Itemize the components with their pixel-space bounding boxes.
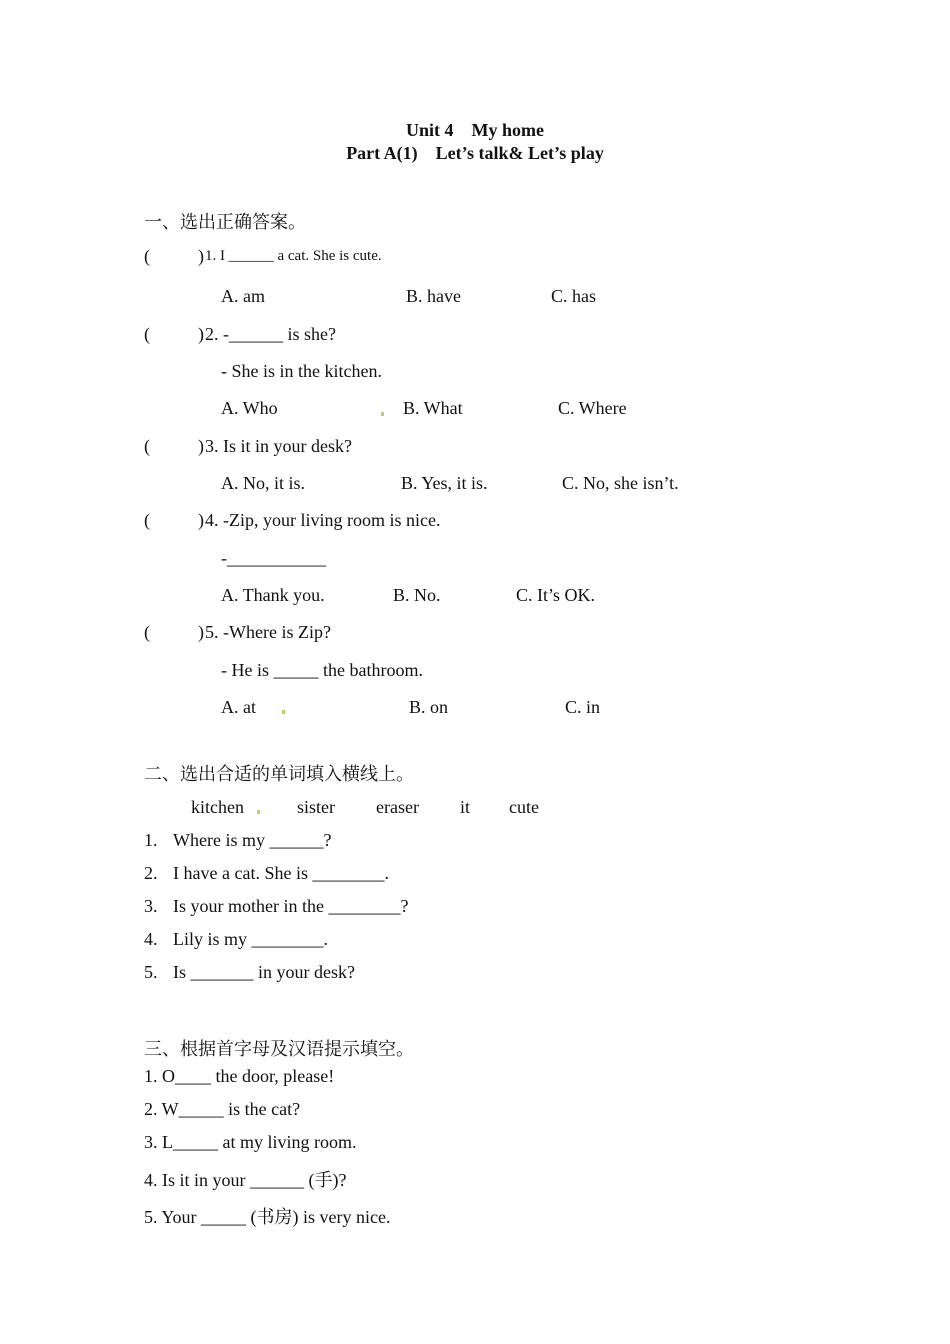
- section2-heading: 二、选出合适的单词填入横线上。: [144, 764, 414, 785]
- word-bank-eraser: eraser: [376, 797, 419, 817]
- word-bank-it: it: [460, 797, 471, 817]
- s2-item-5-text: Is _______ in your desk?: [173, 962, 355, 982]
- stray-dot: [381, 412, 384, 416]
- stray-dot: [282, 710, 285, 714]
- s2-item-3-text: Is your mother in the ________?: [173, 896, 409, 916]
- q1-stem: 1. I ______ a cat. She is cute.: [205, 248, 382, 264]
- q1-option-c: C. has: [551, 286, 596, 306]
- q2-option-b: B. What: [403, 398, 463, 418]
- q3-close-paren: ): [198, 436, 204, 456]
- s2-item-1-num: 1.: [144, 830, 158, 850]
- q2-option-a: A. Who: [221, 398, 278, 418]
- q4-close-paren: ): [198, 510, 204, 530]
- q3-option-c: C. No, she isn’t.: [562, 473, 679, 493]
- q1-option-b: B. have: [406, 286, 461, 306]
- q4-stem: 4. -Zip, your living room is nice.: [205, 510, 441, 530]
- q1-close-paren: ): [198, 246, 204, 266]
- q1-option-a: A. am: [221, 286, 265, 306]
- unit-title: Unit 4 My home: [406, 120, 544, 140]
- s2-item-2-num: 2.: [144, 863, 158, 883]
- q4-reply: -___________: [221, 548, 326, 568]
- q4-option-a: A. Thank you.: [221, 585, 325, 605]
- q5-reply: - He is _____ the bathroom.: [221, 660, 423, 680]
- q2-stem: 2. -______ is she?: [205, 324, 336, 344]
- section3-heading: 三、根据首字母及汉语提示填空。: [144, 1039, 414, 1060]
- q2-open-paren: (: [144, 324, 150, 344]
- q3-open-paren: (: [144, 436, 150, 456]
- part-title: Part A(1) Let’s talk& Let’s play: [346, 143, 604, 163]
- s2-item-3-num: 3.: [144, 896, 158, 916]
- q1-open-paren: (: [144, 246, 150, 266]
- q5-open-paren: (: [144, 622, 150, 642]
- word-bank-kitchen: kitchen: [191, 797, 244, 817]
- s3-item-2: 2. W_____ is the cat?: [144, 1099, 301, 1119]
- s2-item-4-num: 4.: [144, 929, 158, 949]
- q4-option-c: C. It’s OK.: [516, 585, 596, 605]
- word-bank-cute: cute: [509, 797, 539, 817]
- s3-item-1: 1. O____ the door, please!: [144, 1066, 335, 1086]
- q5-option-b: B. on: [409, 697, 449, 717]
- s2-item-5-num: 5.: [144, 962, 158, 982]
- s2-item-4-text: Lily is my ________.: [173, 929, 329, 949]
- q5-close-paren: ): [198, 622, 204, 642]
- q3-option-a: A. No, it is.: [221, 473, 306, 493]
- s3-item-4: 4. Is it in your ______ (手)?: [144, 1170, 347, 1190]
- q2-close-paren: ): [198, 324, 204, 344]
- q2-option-c: C. Where: [558, 398, 627, 418]
- q3-stem: 3. Is it in your desk?: [205, 436, 352, 456]
- q4-open-paren: (: [144, 510, 150, 530]
- s2-item-2-text: I have a cat. She is ________.: [173, 863, 389, 883]
- word-bank-sister: sister: [297, 797, 335, 817]
- q5-stem: 5. -Where is Zip?: [205, 622, 331, 642]
- stray-dot: [257, 810, 260, 814]
- section1-heading: 一、选出正确答案。: [144, 212, 306, 233]
- s3-item-5: 5. Your _____ (书房) is very nice.: [144, 1207, 391, 1227]
- s2-item-1-text: Where is my ______?: [173, 830, 332, 850]
- q4-option-b: B. No.: [393, 585, 441, 605]
- q2-reply: - She is in the kitchen.: [221, 361, 382, 381]
- q5-option-c: C. in: [565, 697, 601, 717]
- q3-option-b: B. Yes, it is.: [401, 473, 488, 493]
- q5-option-a: A. at: [221, 697, 256, 717]
- s3-item-3: 3. L_____ at my living room.: [144, 1132, 357, 1152]
